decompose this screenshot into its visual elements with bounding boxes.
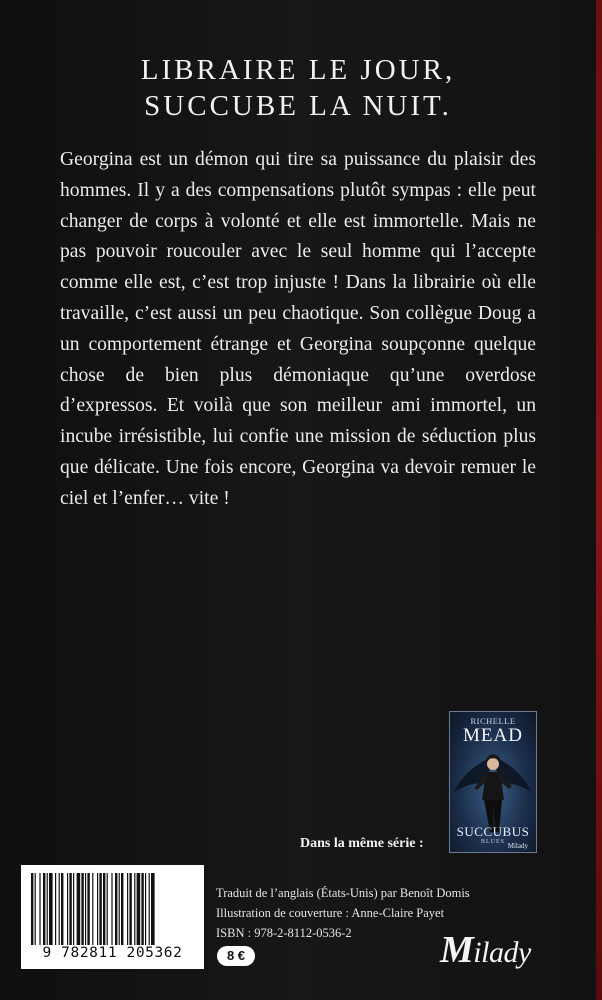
series-cover-illustration [450, 748, 536, 832]
barcode [21, 865, 204, 969]
translation-credit: Traduit de l’anglais (États-Unis) par Benoît Domis [216, 886, 470, 900]
series-label: Dans la même série : [300, 836, 424, 851]
tagline-line-1: LIBRAIRE LE JOUR, [140, 54, 456, 86]
isbn-text: ISBN : 978-2-8112-0536-2 [216, 926, 352, 940]
blurb-text [60, 145, 536, 515]
spine-edge [596, 0, 602, 1000]
series-cover-subtitle: BLUES [480, 839, 505, 845]
series-cover-author: RICHELLE [470, 716, 516, 726]
barcode-bars [31, 873, 194, 945]
series-cover-thumbnail[interactable] [449, 711, 537, 853]
publisher-logo: Milady [440, 929, 531, 971]
price-badge: 8 € [217, 946, 255, 966]
series-cover-publisher-logo: Milady [507, 842, 528, 850]
blurb-paragraph: Georgina est un démon qui tire sa puissance du plaisir des hommes. Il y a des compensations plutôt sympas : elle peut changer de corps à volonté et elle est immortelle. Mais ne pas pouvoir roucouler avec le seul homme qui l’accepte comme elle est, c’est trop injuste ! Dans la librairie où elle travaille, c’est aussi un peu chaotique. Son collègue Doug a un comportement étrange et Georgina soupçonne quelque chose de bien plus démoniaque qu’une overdose d’expressos. Et voilà que son meilleur ami immortel, un incube irrésistible, lui confie une mission de séduction plus que délicate. Une fois encore, Georgina va devoir remuer le ciel et l’enfer… vite ! [60, 149, 536, 509]
tagline-line-2: SUCCUBE LA NUIT. [144, 90, 452, 122]
series-cover-title: SUCCUBUS [456, 824, 530, 839]
barcode-digits: 9 782811 205362 [42, 945, 183, 961]
illustration-credit: Illustration de couverture : Anne-Claire Payet [216, 906, 445, 920]
credits [216, 883, 470, 943]
series-cover-author-last: MEAD [463, 725, 523, 746]
